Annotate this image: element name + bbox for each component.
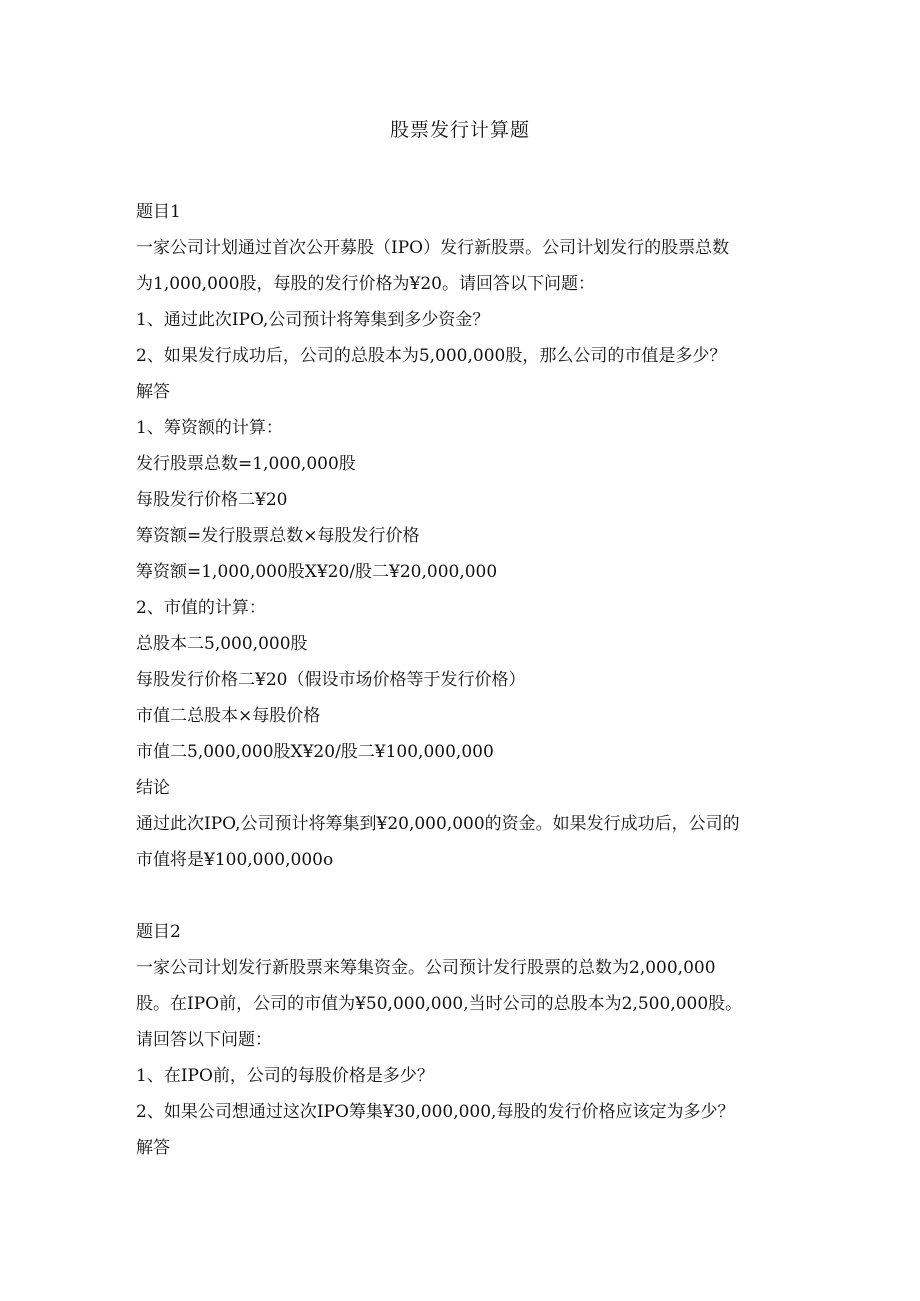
- question-1-heading: 题目1: [136, 202, 181, 222]
- question-2-paragraph-line-3: 请回答以下问题：: [136, 1030, 272, 1050]
- market-value-line-1: 总股本二5,000,000股: [136, 634, 308, 654]
- question-1-answer-heading: 解答: [136, 382, 170, 402]
- question-2-ask-2: 2、如果公司想通过这次IPO筹集¥30,000,000,每股的发行价格应该定为多少？: [136, 1102, 735, 1122]
- market-value-line-4: 市值二5,000,000股X¥20/股二¥100,000,000: [136, 742, 494, 762]
- page-title: 股票发行计算题: [389, 119, 530, 141]
- fundraising-line-2: 每股发行价格二¥20: [136, 490, 288, 510]
- document-body: [136, 194, 786, 1166]
- question-1-ask-2: 2、如果发行成功后，公司的总股本为5,000,000股，那么公司的市值是多少？: [136, 346, 727, 366]
- question-2-answer-heading: 解答: [136, 1138, 170, 1158]
- question-2-ask-1: 1、在IPO前，公司的每股价格是多少？: [136, 1066, 434, 1086]
- fundraising-line-1: 发行股票总数=1,000,000股: [136, 454, 356, 474]
- fundraising-section-title: 1、筹资额的计算：: [136, 418, 283, 438]
- conclusion-line-2: 市值将是¥100,000,000o: [136, 850, 334, 870]
- market-value-line-2: 每股发行价格二¥20（假设市场价格等于发行价格）: [136, 670, 526, 690]
- market-value-section-title: 2、市值的计算：: [136, 598, 266, 618]
- question-1-paragraph-line-2: 为1,000,000股，每股的发行价格为¥20。请回答以下问题：: [136, 274, 595, 294]
- question-1-paragraph-line-1: 一家公司计划通过首次公开募股（IPO）发行新股票。公司计划发行的股票总数: [136, 238, 730, 258]
- question-2-paragraph-line-1: 一家公司计划发行新股票来筹集资金。公司预计发行股票的总数为2,000,000: [136, 958, 716, 978]
- conclusion-heading: 结论: [136, 778, 170, 798]
- market-value-line-3: 市值二总股本×每股价格: [136, 706, 321, 726]
- question-2-heading: 题目2: [136, 922, 181, 942]
- question-2-paragraph-line-2: 股。在IPO前，公司的市值为¥50,000,000,当时公司的总股本为2,500,000股。: [136, 994, 743, 1014]
- fundraising-line-3: 筹资额=发行股票总数×每股发行价格: [136, 526, 420, 546]
- section-spacer: [136, 878, 786, 914]
- fundraising-line-4: 筹资额=1,000,000股X¥20/股二¥20,000,000: [136, 562, 498, 582]
- conclusion-line-1: 通过此次IPO,公司预计将筹集到¥20,000,000的资金。如果发行成功后，公司的: [136, 814, 740, 834]
- question-1-ask-1: 1、通过此次IPO,公司预计将筹集到多少资金？: [136, 310, 490, 330]
